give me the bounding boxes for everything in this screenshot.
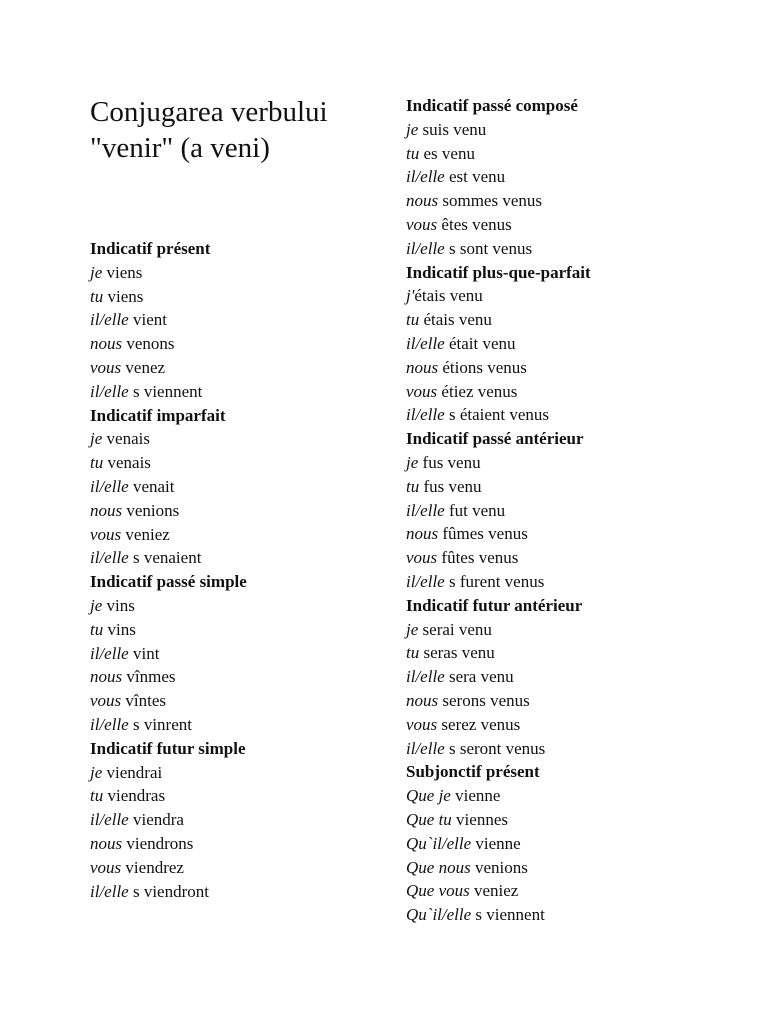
conjugation-row	[406, 570, 591, 594]
tense-heading: Indicatif plus-que-parfait	[406, 262, 591, 282]
verb-form: viens	[103, 286, 144, 306]
conjugation-row	[90, 356, 247, 380]
conjugation-row	[406, 237, 591, 261]
pronoun: il/elle	[90, 881, 129, 901]
conjugation-row	[406, 784, 591, 808]
conjugation-row	[90, 594, 247, 618]
pronoun: tu	[406, 476, 420, 496]
pronoun: vous	[90, 357, 122, 377]
pronoun: nous	[90, 667, 123, 687]
pronoun: il/elle	[406, 333, 445, 353]
conjugation-row	[406, 737, 591, 761]
pronoun: vous	[90, 857, 122, 877]
tense-section-indicatif-futur-anterieur	[406, 594, 591, 761]
conjugation-row	[406, 665, 591, 689]
conjugation-row	[90, 832, 247, 856]
pronoun: tu	[90, 786, 104, 806]
pronoun: je	[406, 119, 419, 139]
conjugation-row	[90, 642, 247, 666]
tense-section-indicatif-plus-que-parfait	[406, 261, 591, 428]
right-column	[406, 94, 591, 927]
verb-form: vînmes	[122, 667, 176, 687]
conjugation-row	[406, 499, 591, 523]
tense-heading: Indicatif futur antérieur	[406, 595, 583, 615]
pronoun: nous	[406, 191, 439, 211]
verb-form: venais	[102, 429, 150, 449]
tense-section-indicatif-passe-anterieur	[406, 427, 591, 594]
verb-form: était venu	[444, 333, 516, 353]
conjugation-row	[90, 618, 247, 642]
verb-form: venait	[128, 476, 175, 496]
verb-form: s sont venus	[444, 238, 533, 258]
verb-form: viennes	[451, 809, 508, 829]
tense-section-indicatif-present	[90, 237, 247, 404]
pronoun: il/elle	[406, 500, 445, 520]
conjugation-row	[90, 689, 247, 713]
pronoun: il/elle	[90, 310, 129, 330]
conjugation-row	[406, 522, 591, 546]
pronoun: vous	[90, 524, 122, 544]
pronoun: nous	[90, 833, 123, 853]
conjugation-row	[406, 332, 591, 356]
conjugation-row	[406, 832, 591, 856]
verb-form: fûmes venus	[438, 524, 528, 544]
conjugation-row	[406, 451, 591, 475]
conjugation-row	[406, 618, 591, 642]
pronoun: je	[90, 595, 103, 615]
conjugation-row	[90, 665, 247, 689]
page-title	[90, 94, 390, 166]
left-column	[90, 237, 247, 903]
tense-section-subjonctif-present	[406, 760, 591, 927]
conjugation-row	[406, 475, 591, 499]
verb-form: serez venus	[437, 714, 521, 734]
tense-heading: Indicatif passé composé	[406, 96, 578, 115]
conjugation-row	[90, 808, 247, 832]
conjugation-row	[406, 213, 591, 237]
verb-form: étais venu	[414, 286, 483, 306]
conjugation-row	[90, 856, 247, 880]
tense-heading: Subjonctif présent	[406, 762, 540, 782]
conjugation-row	[406, 189, 591, 213]
pronoun: nous	[90, 334, 123, 354]
verb-form: s vinrent	[128, 714, 192, 734]
verb-form: fûtes venus	[437, 548, 519, 568]
verb-form: venions	[122, 500, 180, 520]
conjugation-row	[90, 546, 247, 570]
tense-heading: Indicatif présent	[90, 239, 211, 258]
pronoun: il/elle	[90, 548, 129, 568]
verb-form: étais venu	[419, 310, 492, 330]
pronoun: il/elle	[90, 714, 129, 734]
verb-form: viendrai	[102, 762, 163, 782]
conjugation-row	[406, 380, 591, 404]
conjugation-row	[90, 261, 247, 285]
verb-form: viens	[102, 262, 143, 282]
conjugation-row	[406, 118, 591, 142]
verb-form: veniez	[469, 881, 519, 901]
title-line-2: "venir" (a veni)	[90, 132, 270, 164]
verb-form: s viendront	[128, 881, 209, 901]
verb-form: s furent venus	[444, 571, 545, 591]
conjugation-row	[406, 713, 591, 737]
tense-section-indicatif-passe-compose	[406, 94, 591, 261]
pronoun: vous	[406, 381, 438, 401]
pronoun: Qu`il/elle	[406, 833, 472, 853]
pronoun: nous	[90, 500, 123, 520]
verb-form: sommes venus	[438, 191, 543, 211]
pronoun: nous	[406, 690, 439, 710]
pronoun: Que je	[406, 786, 451, 806]
verb-form: vîntes	[121, 691, 167, 711]
pronoun: Que tu	[406, 809, 452, 829]
conjugation-row	[90, 308, 247, 332]
conjugation-row	[406, 284, 591, 308]
pronoun: vous	[406, 714, 438, 734]
pronoun: il/elle	[90, 643, 129, 663]
verb-form: vins	[102, 595, 135, 615]
verb-form: s étaient venus	[444, 405, 550, 425]
conjugation-row	[406, 856, 591, 880]
verb-form: venons	[122, 334, 175, 354]
conjugation-row	[90, 761, 247, 785]
pronoun: je	[406, 619, 419, 639]
conjugation-row	[406, 142, 591, 166]
pronoun: il/elle	[406, 571, 445, 591]
verb-form: viendras	[103, 786, 166, 806]
title-line-1: Conjugarea verbului	[90, 96, 328, 128]
pronoun: il/elle	[406, 238, 445, 258]
conjugation-row	[90, 427, 247, 451]
verb-form: étiez venus	[437, 381, 518, 401]
verb-form: venais	[103, 453, 151, 473]
conjugation-row	[90, 451, 247, 475]
verb-form: vins	[103, 619, 136, 639]
pronoun: vous	[406, 548, 438, 568]
verb-form: fus venu	[419, 476, 482, 496]
pronoun: tu	[406, 143, 420, 163]
tense-section-indicatif-passe-simple	[90, 570, 247, 737]
verb-form: viendrez	[121, 857, 184, 877]
conjugation-row	[90, 475, 247, 499]
verb-form: étions venus	[438, 357, 527, 377]
pronoun: je	[90, 262, 103, 282]
pronoun: vous	[90, 691, 122, 711]
pronoun: tu	[90, 619, 104, 639]
verb-form: viendrons	[122, 833, 194, 853]
pronoun: il/elle	[406, 167, 445, 187]
conjugation-row	[90, 880, 247, 904]
pronoun: il/elle	[406, 667, 445, 687]
verb-form: seras venu	[419, 643, 495, 663]
verb-form: s seront venus	[444, 738, 546, 758]
conjugation-row	[406, 879, 591, 903]
pronoun: il/elle	[90, 476, 129, 496]
verb-form: vient	[128, 310, 167, 330]
pronoun: nous	[406, 357, 439, 377]
verb-form: s viennent	[471, 905, 545, 925]
conjugation-row	[90, 499, 247, 523]
pronoun: Que vous	[406, 881, 470, 901]
conjugation-row	[90, 523, 247, 547]
pronoun: il/elle	[406, 738, 445, 758]
verb-form: serai venu	[418, 619, 492, 639]
verb-form: vienne	[471, 833, 521, 853]
tense-section-indicatif-imparfait	[90, 404, 247, 571]
pronoun: nous	[406, 524, 439, 544]
verb-form: vienne	[450, 786, 501, 806]
conjugation-row	[406, 808, 591, 832]
pronoun: tu	[406, 310, 420, 330]
pronoun: tu	[90, 453, 104, 473]
verb-form: suis venu	[418, 119, 487, 139]
conjugation-row	[406, 903, 591, 927]
verb-form: viendra	[128, 810, 184, 830]
verb-form: fut venu	[444, 500, 506, 520]
pronoun: Que nous	[406, 857, 471, 877]
verb-form: est venu	[444, 167, 506, 187]
verb-form: sera venu	[444, 667, 514, 687]
conjugation-row	[406, 308, 591, 332]
pronoun: il/elle	[90, 381, 129, 401]
pronoun: je	[406, 452, 419, 472]
conjugation-row	[406, 165, 591, 189]
pronoun: je	[90, 429, 103, 449]
verb-form: veniez	[121, 524, 170, 544]
verb-form: es venu	[419, 143, 475, 163]
tense-heading: Indicatif passé simple	[90, 572, 247, 592]
verb-form: vint	[128, 643, 160, 663]
conjugation-row	[406, 546, 591, 570]
verb-form: s viennent	[128, 381, 203, 401]
conjugation-row	[406, 641, 591, 665]
pronoun: j'	[406, 286, 415, 306]
conjugation-row	[406, 356, 591, 380]
conjugation-row	[406, 689, 591, 713]
conjugation-row	[90, 784, 247, 808]
conjugation-row	[90, 713, 247, 737]
pronoun: je	[90, 762, 103, 782]
tense-heading: Indicatif imparfait	[90, 405, 226, 425]
pronoun: vous	[406, 214, 438, 234]
pronoun: il/elle	[90, 810, 129, 830]
verb-form: serons venus	[438, 690, 530, 710]
pronoun: il/elle	[406, 405, 445, 425]
pronoun: tu	[406, 643, 420, 663]
verb-form: êtes venus	[437, 214, 512, 234]
tense-heading: Indicatif futur simple	[90, 738, 246, 758]
pronoun: Qu`il/elle	[406, 905, 472, 925]
verb-form: venez	[121, 357, 166, 377]
conjugation-row	[406, 403, 591, 427]
conjugation-row	[90, 380, 247, 404]
tense-heading: Indicatif passé antérieur	[406, 429, 584, 449]
verb-form: fus venu	[418, 452, 481, 472]
conjugation-row	[90, 285, 247, 309]
tense-section-indicatif-futur-simple	[90, 737, 247, 904]
verb-form: s venaient	[128, 548, 202, 568]
pronoun: tu	[90, 286, 104, 306]
verb-form: venions	[470, 857, 528, 877]
conjugation-row	[90, 332, 247, 356]
